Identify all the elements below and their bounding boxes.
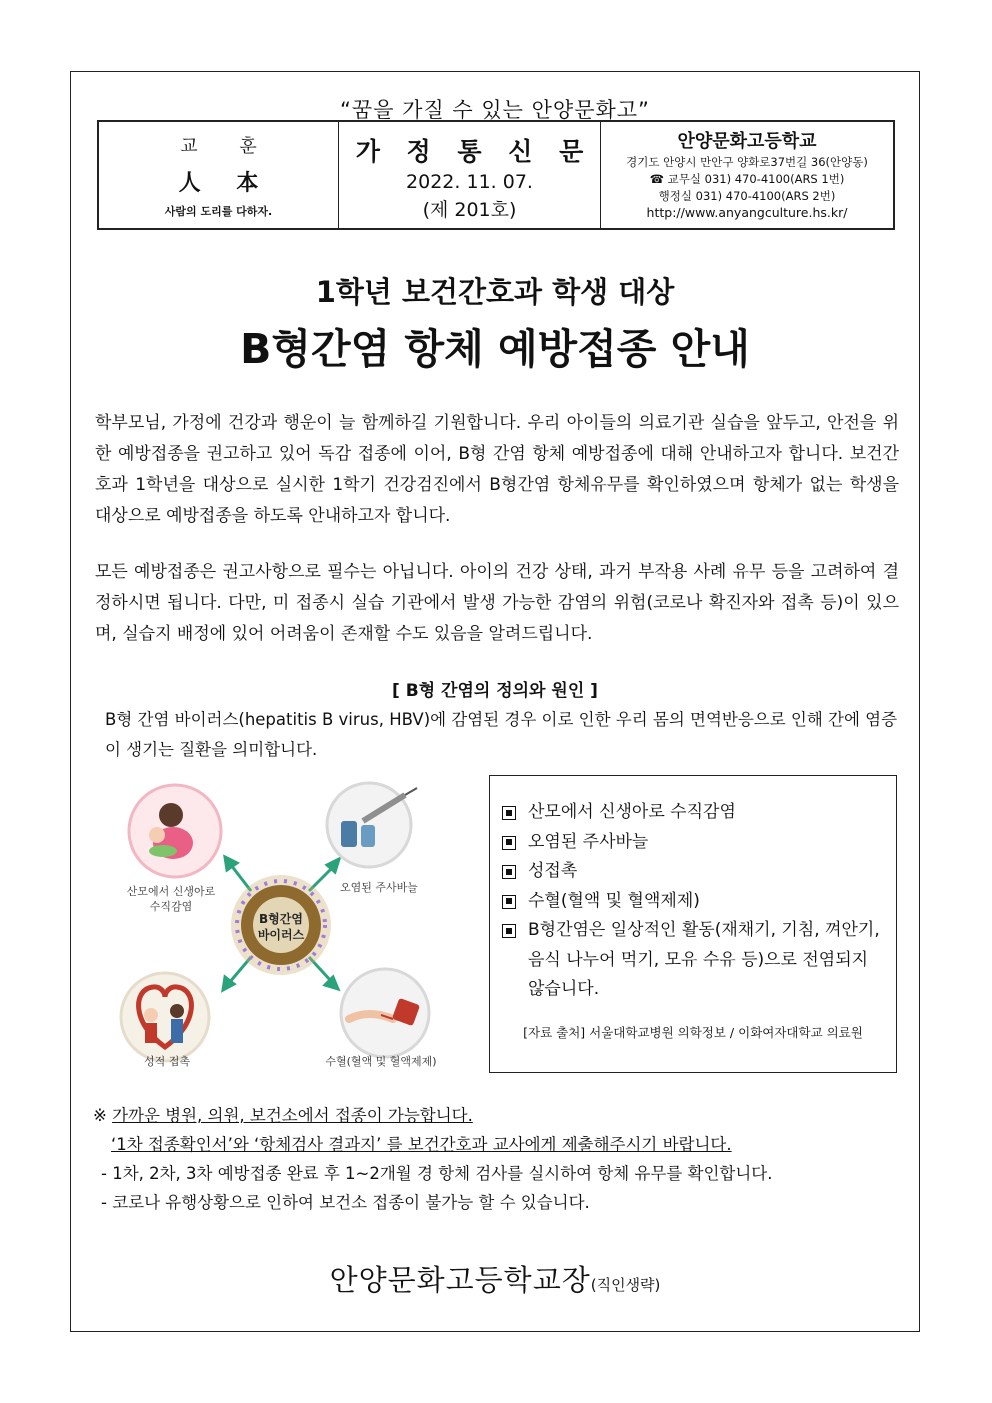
phone-office: 행정실 031) 470-4100(ARS 2번) (658, 189, 836, 203)
newsletter-title: 가 정 통 신 문 (355, 137, 593, 166)
square-bullet-icon (502, 806, 516, 820)
principal-signature (71, 1258, 919, 1299)
note-submit-text: ‘1차 접종확인서’와 ‘항체검사 결과지’ 를 보건간호과 교사에게 제출해주시기 바랍니다. (111, 1135, 732, 1154)
motto-cell (99, 122, 339, 228)
label-sexual: 성적 접촉 (143, 1055, 191, 1068)
square-bullet-icon (502, 895, 516, 909)
school-name: 안양문화고등학교 (677, 131, 817, 152)
newsletter-cell (339, 122, 601, 228)
newsletter-date: 2022. 11. 07. (406, 171, 533, 193)
motto-word: 人 本 (178, 171, 273, 196)
list-item: 수혈(혈액 및 혈액제제) (500, 887, 886, 917)
label-blood: 수혈(혈액 및 혈액제제) (325, 1055, 437, 1068)
phone-admin: ☎ 교무실 031) 470-4100(ARS 1번) (649, 172, 845, 186)
note-main (93, 1101, 903, 1130)
square-bullet-icon (502, 924, 516, 938)
square-bullet-icon (502, 836, 516, 850)
heart-couple-icon (121, 973, 209, 1061)
principal-name: 안양문화고등학교장 (329, 1263, 591, 1297)
motto-description: 사람의 도리를 다하자. (164, 205, 273, 218)
virus-label-line1: B형간염 (259, 912, 303, 926)
school-motto: “꿈을 가질 수 있는 안양문화고” (340, 98, 650, 122)
document-subtitle: 1학년 보건간호과 학생 대상 (315, 275, 675, 309)
newsletter-header (97, 120, 895, 230)
notes-section (93, 1101, 903, 1217)
mother-baby-icon (129, 785, 221, 877)
routes-list (500, 798, 886, 1005)
virus-label-line2: 바이러스 (257, 928, 305, 942)
transmission-diagram (113, 779, 453, 1069)
syringe-icon (327, 783, 417, 867)
virus-icon (231, 875, 331, 975)
notice-paragraph: 모든 예방접종은 권고사항으로 필수는 아닙니다. 아이의 건강 상태, 과거 부작용 사례 유무 등을 고려하여 결정하시면 됩니다. 다만, 미 접종시 실습 기관에서 발생 가능한 감염의 위험(코로나 확진자와 접촉 등)이 있으며, 실습지 배정에 있어 어려움이 존재할 수도 있음을 알려드립니다. (95, 562, 899, 644)
list-item: 오염된 주사바늘 (500, 828, 886, 858)
seal-omitted: (직인생략) (590, 1276, 661, 1294)
document-title: B형간염 항체 예방접종 안내 (240, 325, 750, 373)
note-covid: - 코로나 유행상황으로 인하여 보건소 접종이 불가능 할 수 있습니다. (101, 1193, 590, 1212)
school-address: 경기도 안양시 만안구 양화로37번길 36(안양동) (626, 155, 868, 169)
definition-paragraph: B형 간염 바이러스(hepatitis B virus, HBV)에 감염된 경우 이로 인한 우리 몸의 면역반응으로 인해 간에 염증이 생기는 질환을 의미합니다. (105, 710, 898, 759)
motto-label: 교 훈 (180, 136, 275, 157)
note-vaccination-sites: 가까운 병원, 의원, 보건소에서 접종이 가능합니다. (112, 1106, 473, 1125)
note-antibody-test: - 1차, 2차, 3차 예방접종 완료 후 1~2개월 경 항체 검사를 실시하여 항체 유무를 확인합니다. (101, 1164, 773, 1183)
school-info-cell (601, 122, 893, 228)
label-mother-line1: 산모에서 신생아로 (126, 885, 216, 898)
blood-transfusion-icon (341, 969, 429, 1057)
school-url[interactable]: http://www.anyangculture.hs.kr/ (646, 205, 848, 220)
square-bullet-icon (502, 865, 516, 879)
list-item: B형간염은 일상적인 활동(재채기, 기침, 껴안기, 음식 나누어 먹기, 모유 수유 등)으로 전염되지 않습니다. (500, 916, 886, 1005)
note-mark: ※ (93, 1106, 107, 1125)
note-submit (93, 1130, 903, 1159)
document-frame (70, 71, 920, 1332)
label-mother-line2: 수직감염 (149, 900, 193, 913)
label-needle: 오염된 주사바늘 (340, 881, 418, 894)
source-citation: [자료 출처] 서울대학교병원 의학정보 / 이화여자대학교 의료원 (523, 1024, 863, 1040)
intro-paragraph: 학부모님, 가정에 건강과 행운이 늘 함께하길 기원합니다. 우리 아이들의 의료기관 실습을 앞두고, 안전을 위한 예방접종을 권고하고 있어 독감 접종에 이어, B형 간염 항체 예방접종에 대해 안내하고자 합니다. 보건간호과 1학년을 대상으로 실시한 1학기 건강검진에서 B형간염 항체유무를 확인하였으며 항체가 없는 학생을 대상으로 예방접종을 하도록 안내하고자 합니다. (95, 413, 899, 526)
list-item: 성접촉 (500, 857, 886, 887)
transmission-routes-box (489, 775, 897, 1073)
section-heading: [ B형 간염의 정의와 원인 ] (392, 681, 598, 701)
newsletter-issue: (제 201호) (422, 199, 517, 221)
list-item: 산모에서 신생아로 수직감염 (500, 798, 886, 828)
